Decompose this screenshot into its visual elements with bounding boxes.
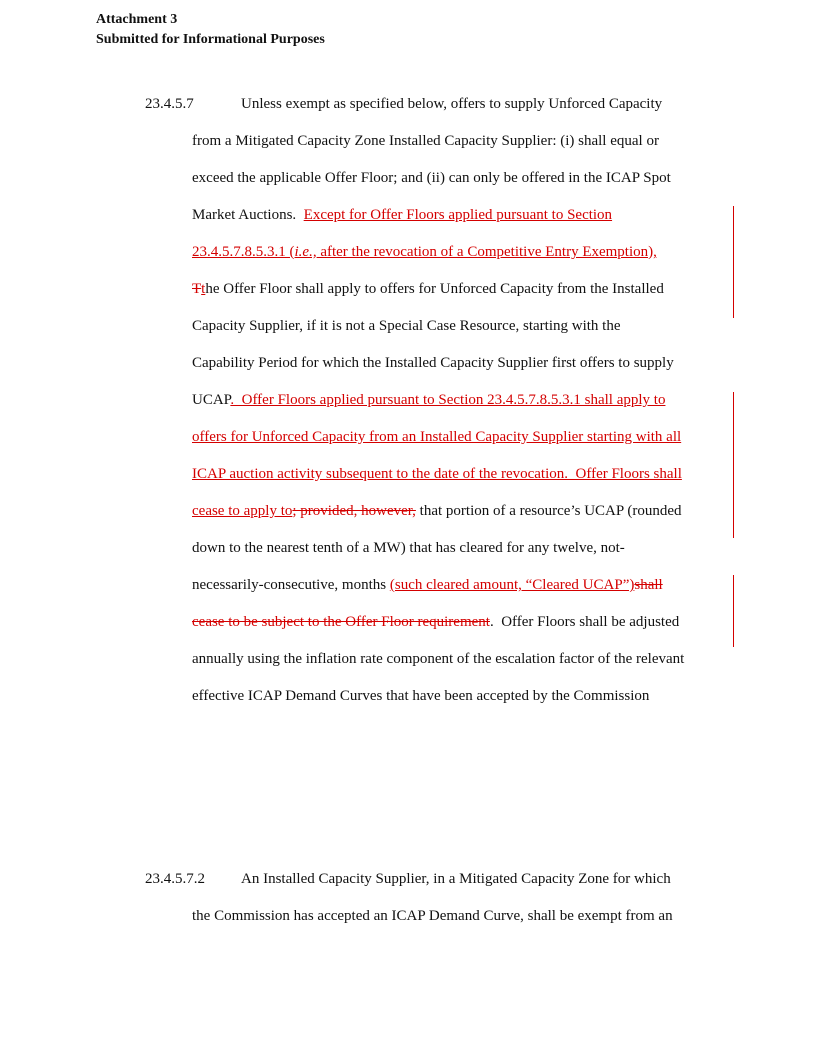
text-line: Capacity Supplier, if it is not a Special Case Resource, starting with the: [192, 318, 621, 334]
text-line: cease to apply to; provided, however, that portion of a resource’s UCAP (rounded: [192, 503, 682, 519]
text-line: from a Mitigated Capacity Zone Installed Capacity Supplier: (i) shall equal or: [192, 133, 659, 149]
text-line: [192, 429, 681, 446]
section-number: 23.4.5.7.2: [145, 871, 205, 887]
text-line: cease to be subject to the Offer Floor requirement. Offer Floors shall be adjusted: [192, 614, 680, 630]
text-line: Capability Period for which the Installed Capacity Supplier first offers to supply: [192, 355, 674, 371]
text-line: Market Auctions. Except for Offer Floors applied pursuant to Section: [192, 207, 613, 223]
attachment-title: Attachment 3: [96, 12, 178, 27]
text-line: exceed the applicable Offer Floor; and (ii) can only be offered in the ICAP Spot: [192, 170, 671, 186]
inserted-text: after the revocation of a Competitive Entry Exemption),: [316, 244, 657, 260]
text-line: Tthe Offer Floor shall apply to offers for Unforced Capacity from the Installed: [192, 281, 664, 297]
change-bar: [733, 206, 734, 318]
text-line: effective ICAP Demand Curves that have been accepted by the Commission: [192, 688, 650, 704]
text-line: necessarily-consecutive, months (such cleared amount, “Cleared UCAP”)shall: [192, 577, 663, 593]
change-bar: [733, 575, 734, 647]
deleted-text: ; provided, however,: [292, 503, 416, 519]
inserted-text: . Offer Floors applied pursuant to Section 23.4.5.7.8.5.3.1 shall apply to: [230, 392, 666, 408]
text-line: annually using the inflation rate component of the escalation factor of the relevant: [192, 651, 685, 667]
deleted-text: shall: [634, 577, 663, 593]
deleted-text: T: [192, 281, 202, 297]
inserted-text: Except for Offer Floors applied pursuant to Section: [303, 207, 613, 223]
inserted-text: cease to apply to: [192, 503, 293, 519]
text-line: [192, 466, 682, 483]
text-line: [192, 244, 657, 261]
inserted-text: ICAP auction activity subsequent to the date of the revocation. Offer Floors shall: [192, 466, 682, 482]
section-number: 23.4.5.7: [145, 96, 194, 112]
inserted-text: offers for Unforced Capacity from an Installed Capacity Supplier starting with all: [192, 429, 682, 445]
text-line: Unless exempt as specified below, offers to supply Unforced Capacity: [241, 96, 663, 112]
attachment-header: [96, 10, 325, 50]
text-line: An Installed Capacity Supplier, in a Mitigated Capacity Zone for which: [241, 871, 671, 887]
deleted-text: cease to be subject to the Offer Floor requirement: [192, 614, 490, 630]
inserted-text: (such cleared amount, “Cleared UCAP”): [389, 577, 635, 593]
text-line: UCAP. Offer Floors applied pursuant to Section 23.4.5.7.8.5.3.1 shall apply to: [192, 392, 666, 408]
inserted-text: t: [201, 281, 206, 297]
change-bar: [733, 392, 734, 538]
inserted-text: 23.4.5.7.8.5.3.1 (: [192, 244, 295, 260]
text-line: down to the nearest tenth of a MW) that has cleared for any twelve, not-: [192, 540, 625, 556]
text-line: the Commission has accepted an ICAP Demand Curve, shall be exempt from an: [192, 908, 673, 924]
inserted-text-italic: i.e.,: [294, 244, 317, 260]
attachment-subtitle: Submitted for Informational Purposes: [96, 32, 325, 47]
